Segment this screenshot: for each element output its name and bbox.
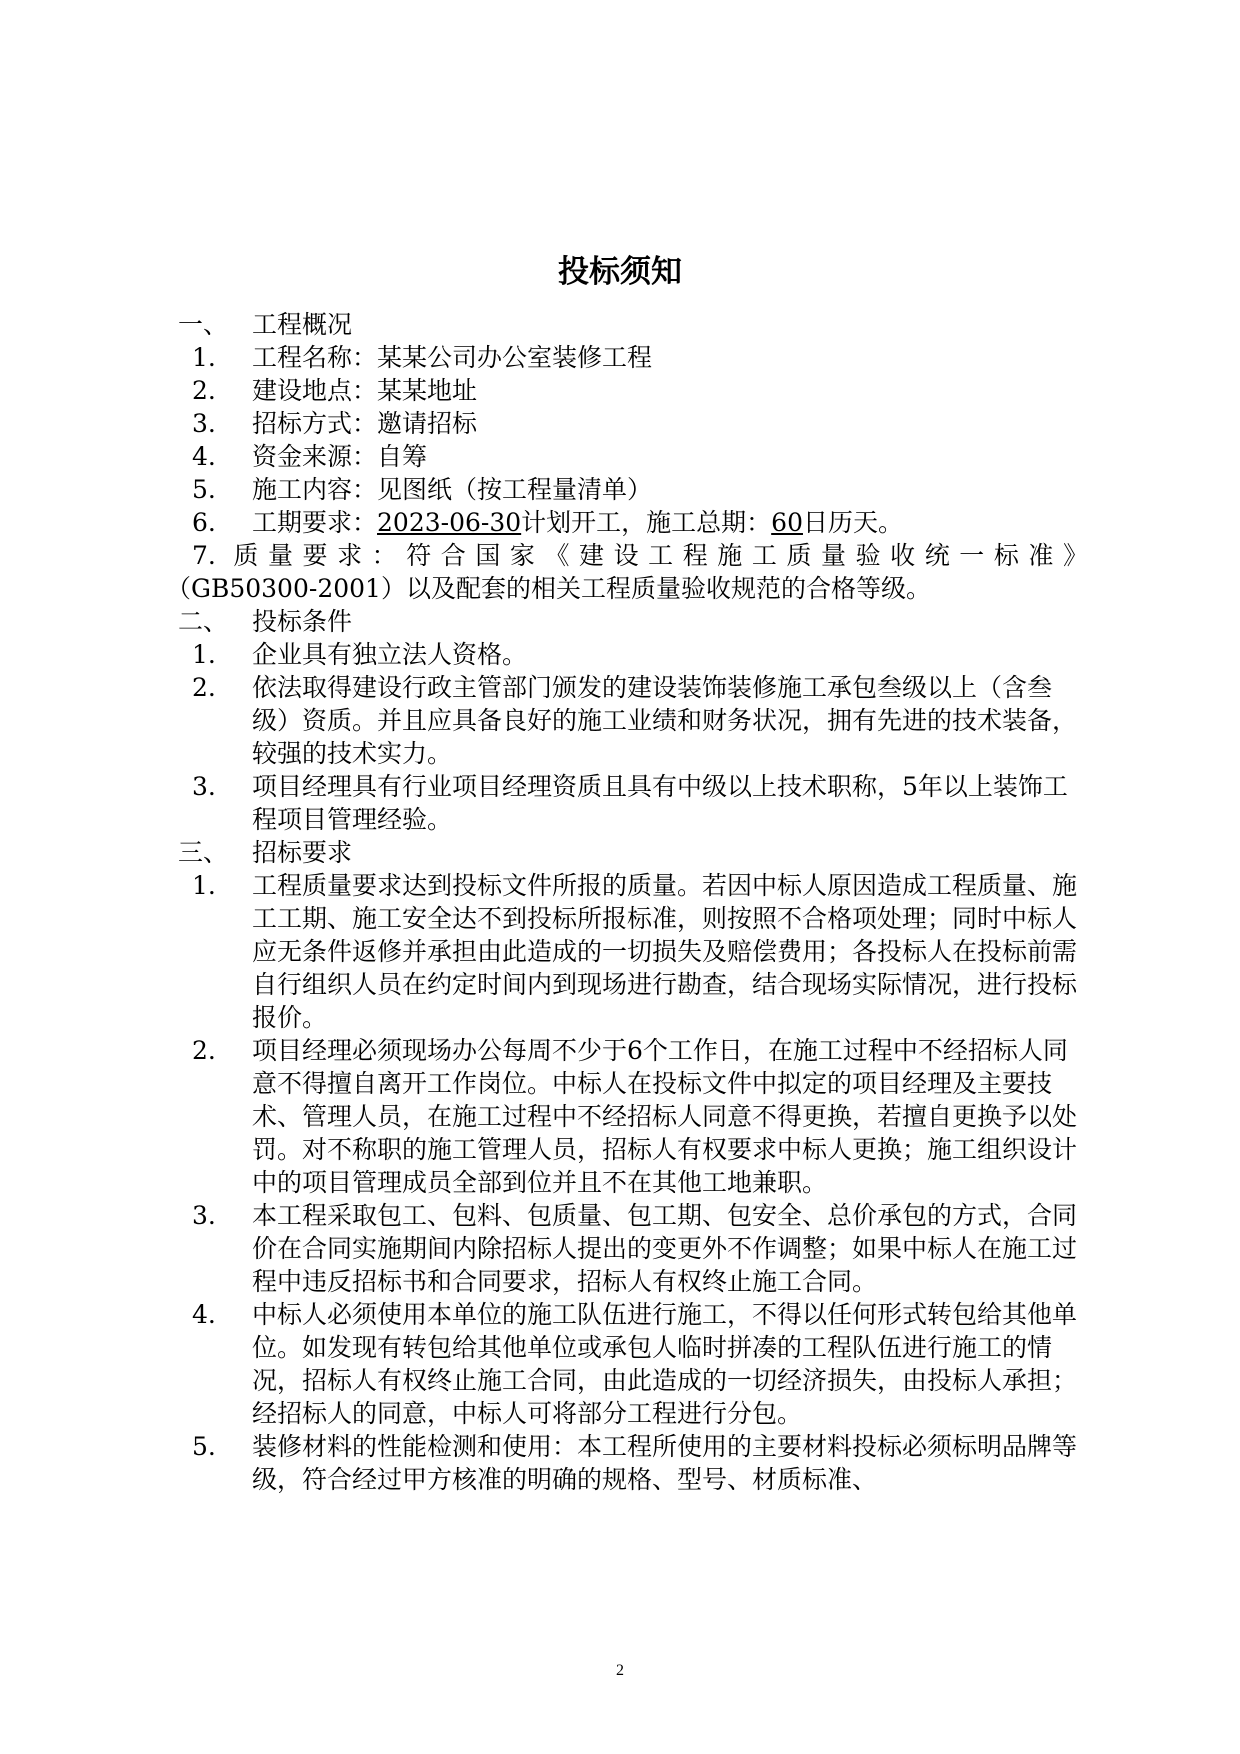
list-item [178, 1034, 1088, 1199]
list-item [178, 374, 1088, 407]
item-text: 本工程采取包工、包料、包质量、包工期、包安全、总价承包的方式，合同价在合同实施期间内除招标人提出的变更外不作调整；如果中标人在施工过程中违反招标书和合同要求，招标人有权终止施工合同。 [252, 1201, 1078, 1296]
section-title: 招标要求 [252, 838, 353, 867]
item-text: （GB50300-2001）以及配套的相关工程质量验收规范的合格等级。 [166, 574, 931, 603]
list-item [178, 671, 1088, 770]
item-number: 4. [192, 1300, 216, 1329]
item-number: 3. [192, 1201, 216, 1230]
item-number: 6. [192, 508, 216, 537]
item-number: 1. [192, 871, 216, 900]
list-item [178, 1298, 1088, 1430]
item-number: 5. [192, 475, 216, 504]
list-item-quality-continued [166, 572, 1088, 605]
section-heading-1 [178, 308, 1088, 341]
page-title: 投标须知 [558, 254, 682, 290]
item-text: 招标方式：邀请招标 [252, 409, 478, 438]
list-item [178, 1199, 1088, 1298]
item-number: 2. [192, 1036, 216, 1065]
item-text: 建设地点：某某地址 [252, 376, 478, 405]
section-number: 一、 [178, 310, 229, 339]
item-number: 7. [192, 541, 216, 570]
section-title: 投标条件 [252, 607, 353, 636]
list-item-schedule [178, 506, 1088, 539]
item-number: 1. [192, 343, 216, 372]
list-item [178, 869, 1088, 1034]
list-item [178, 473, 1088, 506]
document-body [166, 308, 1088, 1496]
item-text: 日历天。 [802, 508, 903, 537]
item-text: 项目经理具有行业项目经理资质且具有中级以上技术职称，5年以上装饰工程项目管理经验。 [252, 772, 1068, 834]
item-text: 依法取得建设行政主管部门颁发的建设装饰装修施工承包叁级以上（含叁级）资质。并且应具备良好的施工业绩和财务状况，拥有先进的技术装备，较强的技术实力。 [252, 673, 1078, 768]
item-text: 工程名称：某某公司办公室装修工程 [252, 343, 653, 372]
section-title: 工程概况 [252, 310, 353, 339]
list-item [178, 407, 1088, 440]
item-number: 5. [192, 1432, 216, 1461]
item-number: 2. [192, 673, 216, 702]
section-number: 二、 [178, 607, 229, 636]
duration-days: 60 [771, 508, 803, 537]
item-text: 工程质量要求达到投标文件所报的质量。若因中标人原因造成工程质量、施工工期、施工安全达不到投标所报标准，则按照不合格项处理；同时中标人应无条件返修并承担由此造成的一切损失及赔偿费用；各投标人在投标前需自行组织人员在约定时间内到现场进行勘查，结合现场实际情况，进行投标报价。 [252, 871, 1078, 1032]
item-text: 计划开工，施工总期： [521, 508, 772, 537]
item-text: 中标人必须使用本单位的施工队伍进行施工，不得以任何形式转包给其他单位。如发现有转包给其他单位或承包人临时拼凑的工程队伍进行施工的情况，招标人有权终止施工合同，由此造成的一切经济损失，由投标人承担；经招标人的同意，中标人可将部分工程进行分包。 [252, 1300, 1078, 1428]
section-heading-3 [178, 836, 1088, 869]
item-text: 施工内容：见图纸（按工程量清单） [252, 475, 653, 504]
item-text: 项目经理必须现场办公每周不少于6个工作日，在施工过程中不经招标人同意不得擅自离开工作岗位。中标人在投标文件中拟定的项目经理及主要技术、管理人员，在施工过程中不经招标人同意不得更换，若擅自更换予以处罚。对不称职的施工管理人员，招标人有权要求中标人更换；施工组织设计中的项目管理成员全部到位并且不在其他工地兼职。 [252, 1036, 1078, 1197]
item-text: 质量要求：符合国家《建设工程施工质量验收统一标准》 [233, 541, 1088, 570]
list-item [178, 440, 1088, 473]
item-number: 4. [192, 442, 216, 471]
item-text: 装修材料的性能检测和使用：本工程所使用的主要材料投标必须标明品牌等级，符合经过甲方核准的明确的规格、型号、材质标准、 [252, 1432, 1078, 1494]
item-number: 2. [192, 376, 216, 405]
item-number: 3. [192, 409, 216, 438]
item-number: 3. [192, 772, 216, 801]
section-heading-2 [178, 605, 1088, 638]
page-number: 2 [616, 1662, 624, 1679]
list-item [178, 770, 1088, 836]
list-item [178, 1430, 1088, 1496]
item-text: 企业具有独立法人资格。 [252, 640, 528, 669]
list-item [178, 638, 1088, 671]
item-text: 资金来源：自筹 [252, 442, 428, 471]
section-number: 三、 [178, 838, 229, 867]
list-item [178, 341, 1088, 374]
start-date: 2023-06-30 [377, 508, 522, 537]
list-item-quality [178, 539, 1088, 572]
item-text: 工期要求： [252, 508, 378, 537]
item-number: 1. [192, 640, 216, 669]
